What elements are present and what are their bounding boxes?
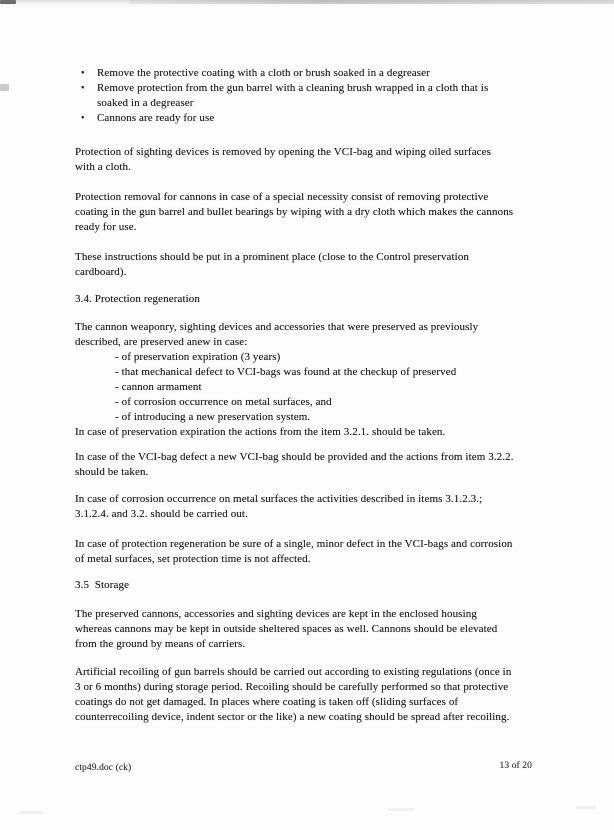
paragraph-regeneration-close	[75, 425, 553, 440]
paragraph-vci-defect	[75, 450, 553, 480]
text-line: counterrecoiling device, indent sector or the like) a new coating should be spread after recoiling.	[75, 711, 510, 723]
paragraph-sighting-devices	[75, 145, 553, 175]
text-line: Protection removal for cannons in case of a special necessity consist of removing protective	[75, 191, 489, 203]
page-footer	[75, 763, 532, 773]
text-line: soaked in a degreaser	[97, 97, 194, 109]
text-line: coatings do not get damaged. In places where coating is taken off (sliding surfaces of	[75, 696, 459, 708]
text-line: In case of protection regeneration be sure of a single, minor defect in the VCI-bags and corrosion	[75, 538, 513, 550]
paragraph-protection-removal	[75, 190, 553, 235]
text-line: cardboard).	[75, 266, 127, 278]
text-line: 3 or 6 months) during storage period. Recoiling should be carefully performed so that protective	[75, 681, 509, 693]
text-line: should be taken.	[75, 466, 149, 478]
text-line: The cannon weaponry, sighting devices and accessories that were preserved as previously	[75, 321, 479, 333]
footer-page-number: 13 of 20	[499, 761, 532, 771]
text-line: In case of preservation expiration the actions from the item 3.2.1. should be taken.	[75, 426, 446, 438]
text-line: from the ground by means of carriers.	[75, 638, 246, 650]
paragraph-storage	[75, 607, 553, 652]
text-line: with a cloth.	[75, 161, 131, 173]
text-line: whereas cannons may be kept in outside sheltered spaces as well. Cannons should be elevated	[75, 623, 498, 635]
footer-filename: ctp49.doc (ck)	[75, 763, 132, 773]
section-heading-3-5: 3.5 Storage	[75, 579, 130, 591]
bullet-text	[97, 81, 488, 111]
bullet-item	[75, 66, 553, 81]
section-heading-3-4: 3.4. Protection regeneration	[75, 293, 200, 305]
text-line: Remove protection from the gun barrel with a cleaning brush wrapped in a cloth that is	[97, 82, 489, 94]
bullet-item	[75, 111, 553, 126]
dash-item: - of introducing a new preservation system.	[115, 411, 311, 423]
text-line: of metal surfaces, set protection time is not affected.	[75, 553, 311, 565]
bullet-text	[97, 66, 430, 81]
text-line: coating in the gun barrel and bullet bearings by wiping with a dry cloth which makes the cannons	[75, 206, 514, 218]
paragraph-corrosion	[75, 492, 553, 522]
text-line: The preserved cannons, accessories and sighting devices are kept in the enclosed housing	[75, 608, 477, 620]
text-line: 3.1.2.4. and 3.2. should be carried out.	[75, 508, 248, 520]
text-line: Artificial recoiling of gun barrels should be carried out according to existing regulations (once in	[75, 666, 512, 678]
scan-artifact-bottom-mark	[388, 808, 414, 811]
text-line: ready for use.	[75, 221, 137, 233]
text-line: These instructions should be put in a prominent place (close to the Control preservation	[75, 251, 470, 263]
dash-item: - of preservation expiration (3 years)	[115, 351, 281, 363]
bullet-item	[75, 81, 553, 111]
document-content	[75, 66, 553, 725]
text-line: Cannons are ready for use	[97, 112, 215, 124]
bullet-icon: •	[81, 68, 85, 79]
dash-item: - cannon armament	[115, 381, 202, 393]
scan-artifact-bottom-mark	[576, 806, 596, 809]
dash-item: - of corrosion occurrence on metal surfaces, and	[115, 396, 332, 408]
scan-artifact-bottom-mark	[20, 811, 42, 814]
bullet-icon: •	[81, 113, 85, 124]
paragraph-instructions	[75, 250, 553, 280]
paragraph-recoiling	[75, 665, 553, 725]
text-line: described, are preserved anew in case:	[75, 336, 248, 348]
text-line: In case of the VCI-bag defect a new VCI-bag should be provided and the actions from item 3.2.2.	[75, 451, 514, 463]
text-line: Protection of sighting devices is removed by opening the VCI-bag and wiping oiled surfaces	[75, 146, 492, 158]
text-line: In case of corrosion occurrence on metal surfaces the activities described in items 3.1.2.3.;	[75, 493, 483, 505]
scan-artifact-left-mark	[0, 84, 9, 91]
paragraph-single-defect	[75, 537, 553, 567]
scan-artifact-top-band	[130, 0, 614, 4]
dash-item: - that mechanical defect to VCI-bags was found at the checkup of preserved	[115, 366, 457, 378]
paragraph-regeneration-intro	[75, 320, 553, 350]
bullet-list	[75, 66, 553, 126]
dash-list	[115, 350, 553, 425]
text-line: Remove the protective coating with a cloth or brush soaked in a degreaser	[97, 67, 430, 79]
bullet-text	[97, 111, 214, 126]
bullet-icon: •	[81, 83, 85, 94]
scan-artifact-corner-mark	[0, 0, 16, 4]
